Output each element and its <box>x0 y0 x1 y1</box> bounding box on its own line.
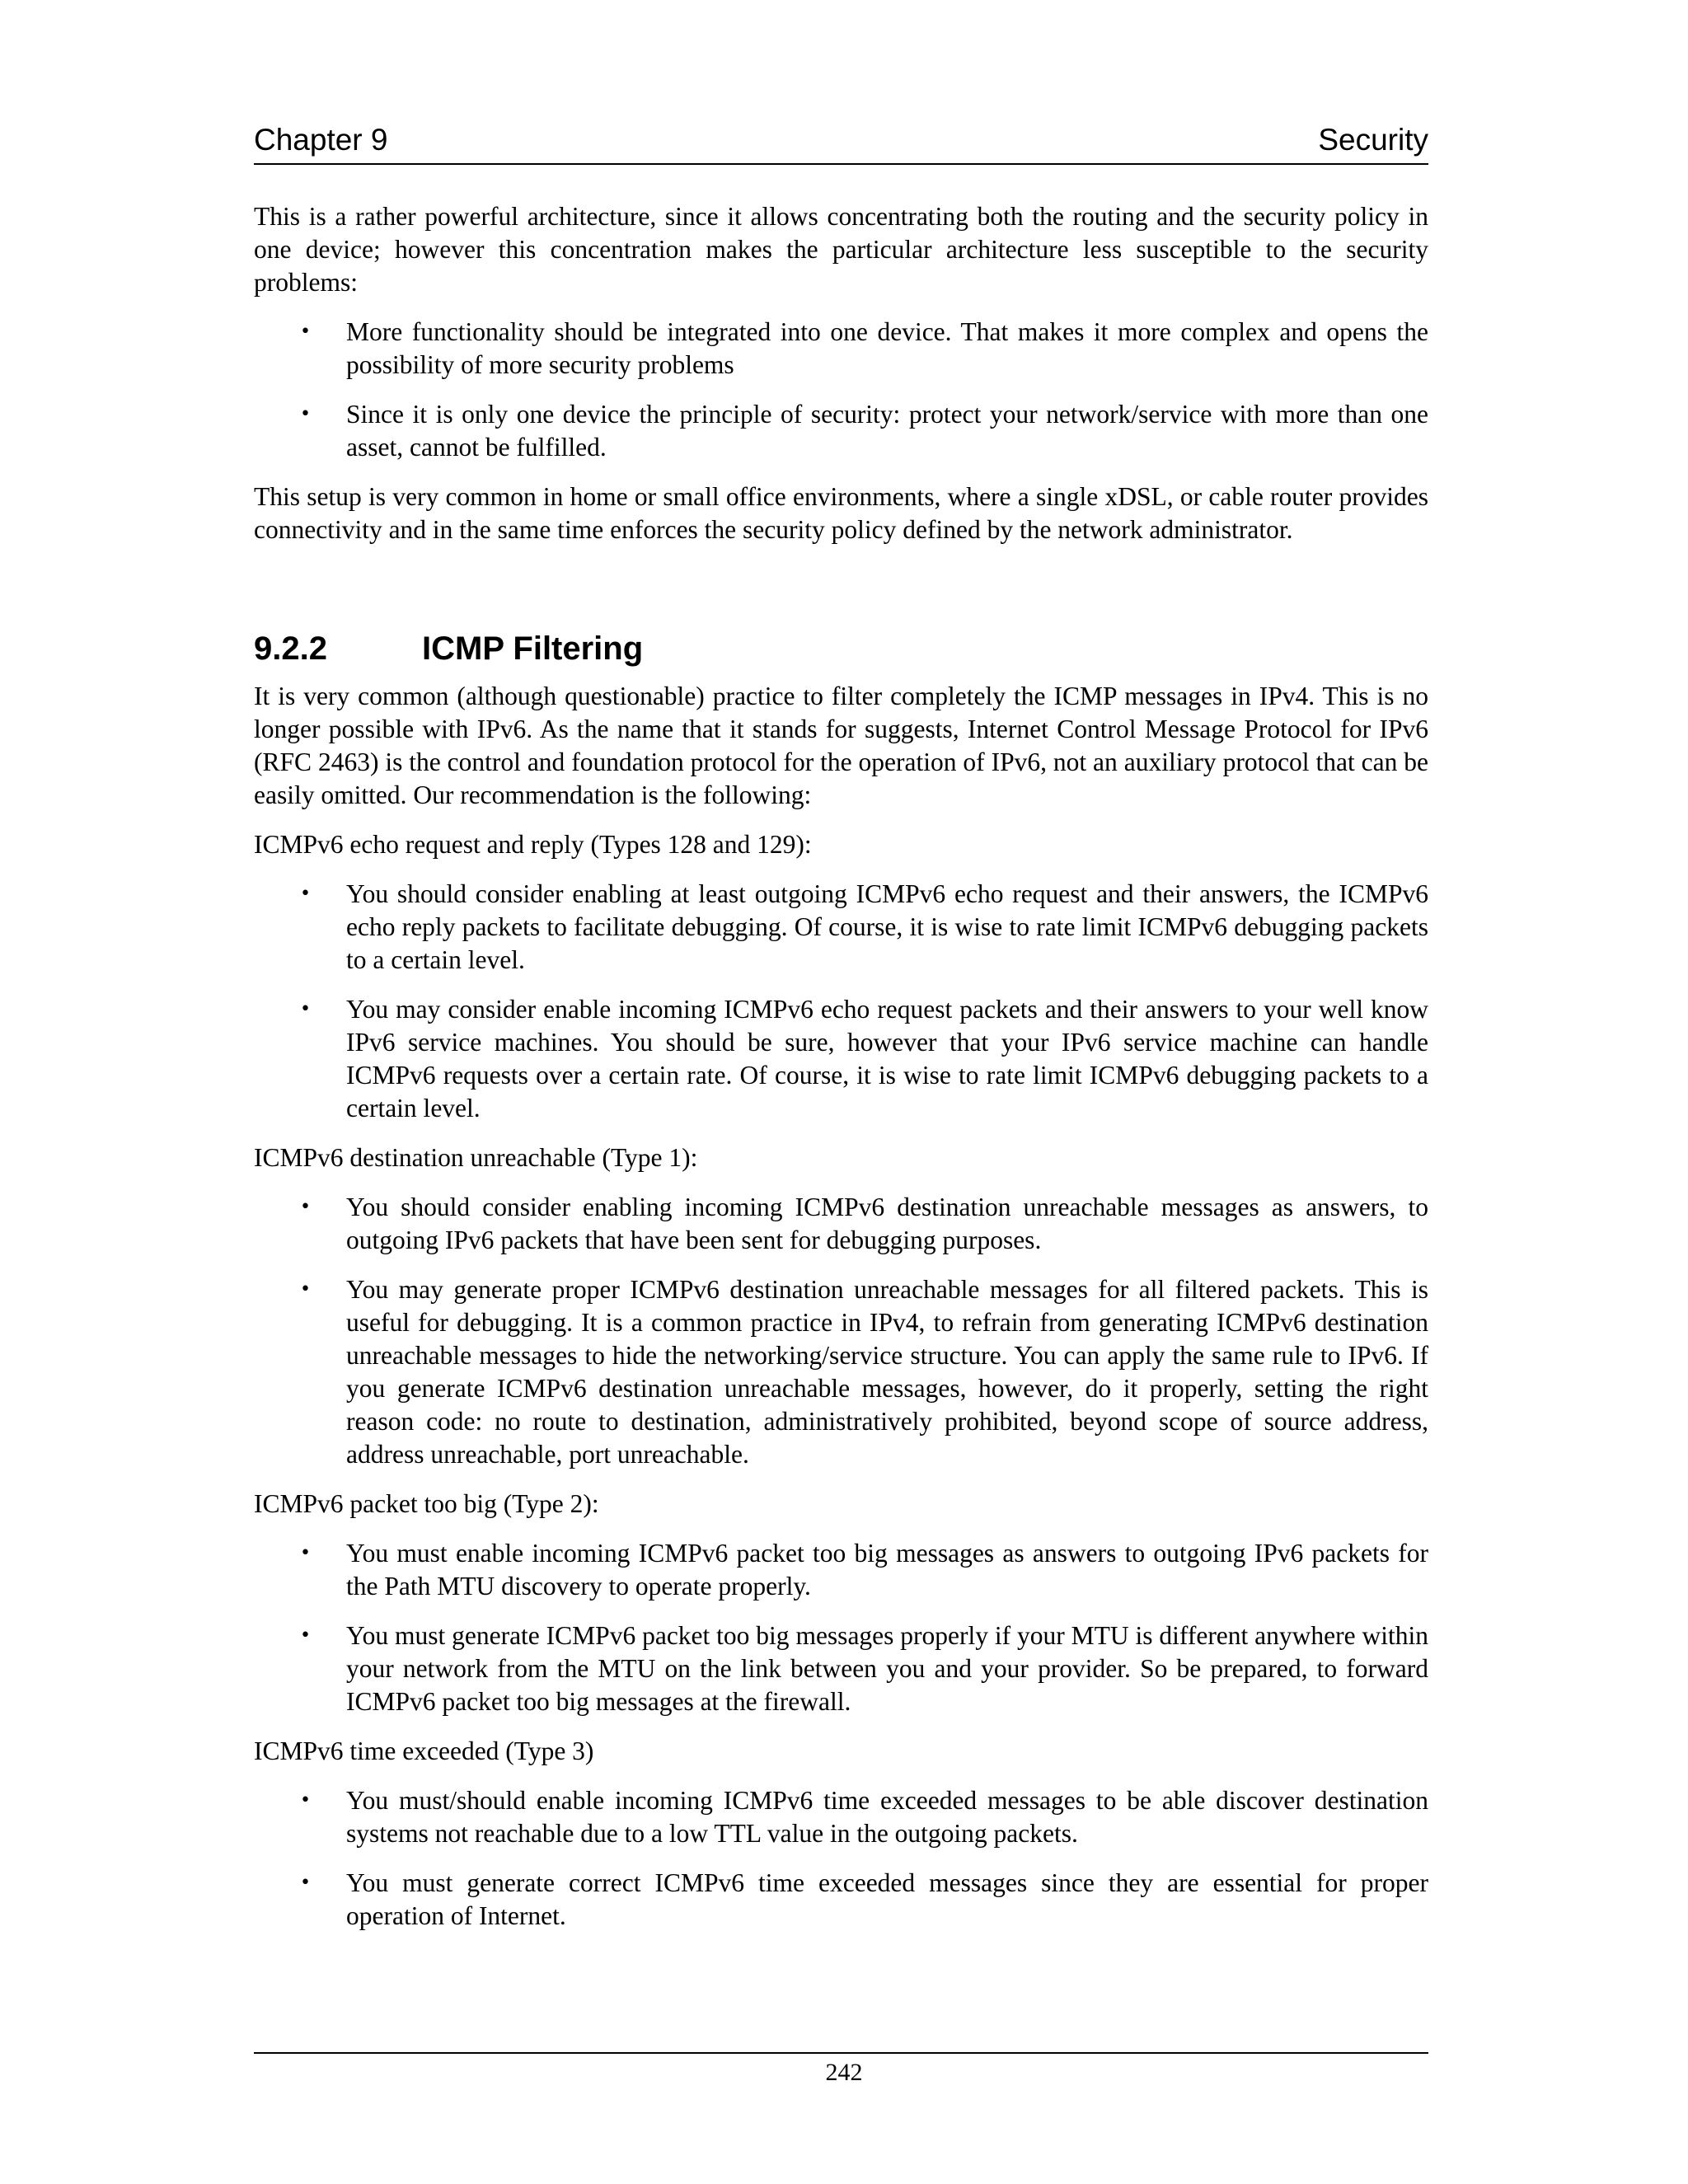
group-bullet-list-echo <box>254 878 1428 1125</box>
section-paragraph: It is very common (although questionable) practice to filter completely the ICMP messages in IPv4. This is no longer possible with IPv6. As the name that it stands for suggests, Internet Control Message Protocol for IPv6 (RFC 2463) is the control and foundation protocol for the operation of IPv6, not an auxiliary protocol that can be easily omitted. Our recommendation is the following: <box>254 682 1428 809</box>
list-item-text: You must enable incoming ICMPv6 packet too big messages as answers to outgoing IPv6 packets for the Path MTU discovery to operate properly. <box>346 1539 1428 1601</box>
intro-bullet-list <box>254 316 1428 464</box>
list-item <box>254 316 1428 382</box>
list-item <box>254 398 1428 464</box>
list-item-text: Since it is only one device the principle of security: protect your network/service with more than one asset, cannot be fulfilled. <box>346 400 1428 462</box>
intro-closing-paragraph: This setup is very common in home or small office environments, where a single xDSL, or cable router provides connectivity and in the same time enforces the security policy defined by the network administrator. <box>254 482 1428 544</box>
footer-rule <box>254 2052 1428 2054</box>
bullet-icon: • <box>300 883 311 904</box>
group-label-echo: ICMPv6 echo request and reply (Types 128 and 129): <box>254 830 812 859</box>
section-heading <box>254 629 1428 668</box>
header-section: Security <box>1318 123 1428 157</box>
list-item-text: You may consider enable incoming ICMPv6 echo request packets and their answers to your well know IPv6 service machines. You should be sure, however that your IPv6 service machine can handle ICMPv6 requests over a certain rate. Of course, it is wise to rate limit ICMPv6 debugging packets to a certain level. <box>346 995 1428 1122</box>
list-item-text: You must generate correct ICMPv6 time exceeded messages since they are essential for proper operation of Internet. <box>346 1868 1428 1930</box>
page-body <box>254 200 1428 1949</box>
list-item-text: You may generate proper ICMPv6 destination unreachable messages for all filtered packets. This is useful for debugging. It is a common practice in IPv4, to refrain from generating ICMPv6 destination unreachable messages to hide the networking/service structure. You can apply the same rule to IPv6. If you generate ICMPv6 destination unreachable messages, however, do it properly, setting the right reason code: no route to destination, administratively prohibited, beyond scope of source address, address unreachable, port unreachable. <box>346 1275 1428 1469</box>
bullet-icon: • <box>300 321 311 342</box>
list-item-text: You should consider enabling incoming ICMPv6 destination unreachable messages as answers, to outgoing IPv6 packets that have been sent for debugging purposes. <box>346 1193 1428 1254</box>
section-number: 9.2.2 <box>254 630 327 667</box>
list-item <box>254 1191 1428 1257</box>
group-bullet-list-time-exceeded <box>254 1784 1428 1933</box>
group-label-too-big: ICMPv6 packet too big (Type 2): <box>254 1489 599 1518</box>
bullet-icon: • <box>300 404 311 424</box>
list-item <box>254 878 1428 977</box>
bullet-icon: • <box>300 1625 311 1646</box>
group-bullet-list-too-big <box>254 1537 1428 1718</box>
bullet-icon: • <box>300 1543 311 1563</box>
bullet-icon: • <box>300 1197 311 1217</box>
list-item <box>254 993 1428 1125</box>
header-chapter: Chapter 9 <box>254 123 388 157</box>
group-label-time-exceeded: ICMPv6 time exceeded (Type 3) <box>254 1736 594 1765</box>
section-title: ICMP Filtering <box>422 630 644 667</box>
list-item-text: You must generate ICMPv6 packet too big messages properly if your MTU is different anywhere within your network from the MTU on the link between you and your provider. So be prepared, to forward ICMPv6 packet too big messages at the firewall. <box>346 1621 1428 1716</box>
list-item <box>254 1784 1428 1850</box>
group-label-unreachable: ICMPv6 destination unreachable (Type 1): <box>254 1143 698 1172</box>
running-header <box>254 122 1428 165</box>
list-item-text: More functionality should be integrated into one device. That makes it more complex and opens the possibility of more security problems <box>346 317 1428 379</box>
list-item <box>254 1537 1428 1603</box>
bullet-icon: • <box>300 1790 311 1811</box>
bullet-icon: • <box>300 1872 311 1893</box>
list-item <box>254 1619 1428 1718</box>
intro-paragraph: This is a rather powerful architecture, since it allows concentrating both the routing and the security policy in one device; however this concentration makes the particular architecture less susceptible to the security problems: <box>254 202 1428 297</box>
list-item <box>254 1273 1428 1471</box>
bullet-icon: • <box>300 1279 311 1300</box>
list-item <box>254 1867 1428 1933</box>
group-bullet-list-unreachable <box>254 1191 1428 1471</box>
bullet-icon: • <box>300 999 311 1019</box>
list-item-text: You should consider enabling at least outgoing ICMPv6 echo request and their answers, the ICMPv6 echo reply packets to facilitate debugging. Of course, it is wise to rate limit ICMPv6 debugging packets to a certain level. <box>346 879 1428 974</box>
page-number: 242 <box>825 2059 863 2086</box>
list-item-text: You must/should enable incoming ICMPv6 time exceeded messages to be able discover destination systems not reachable due to a low TTL value in the outgoing packets. <box>346 1786 1428 1848</box>
